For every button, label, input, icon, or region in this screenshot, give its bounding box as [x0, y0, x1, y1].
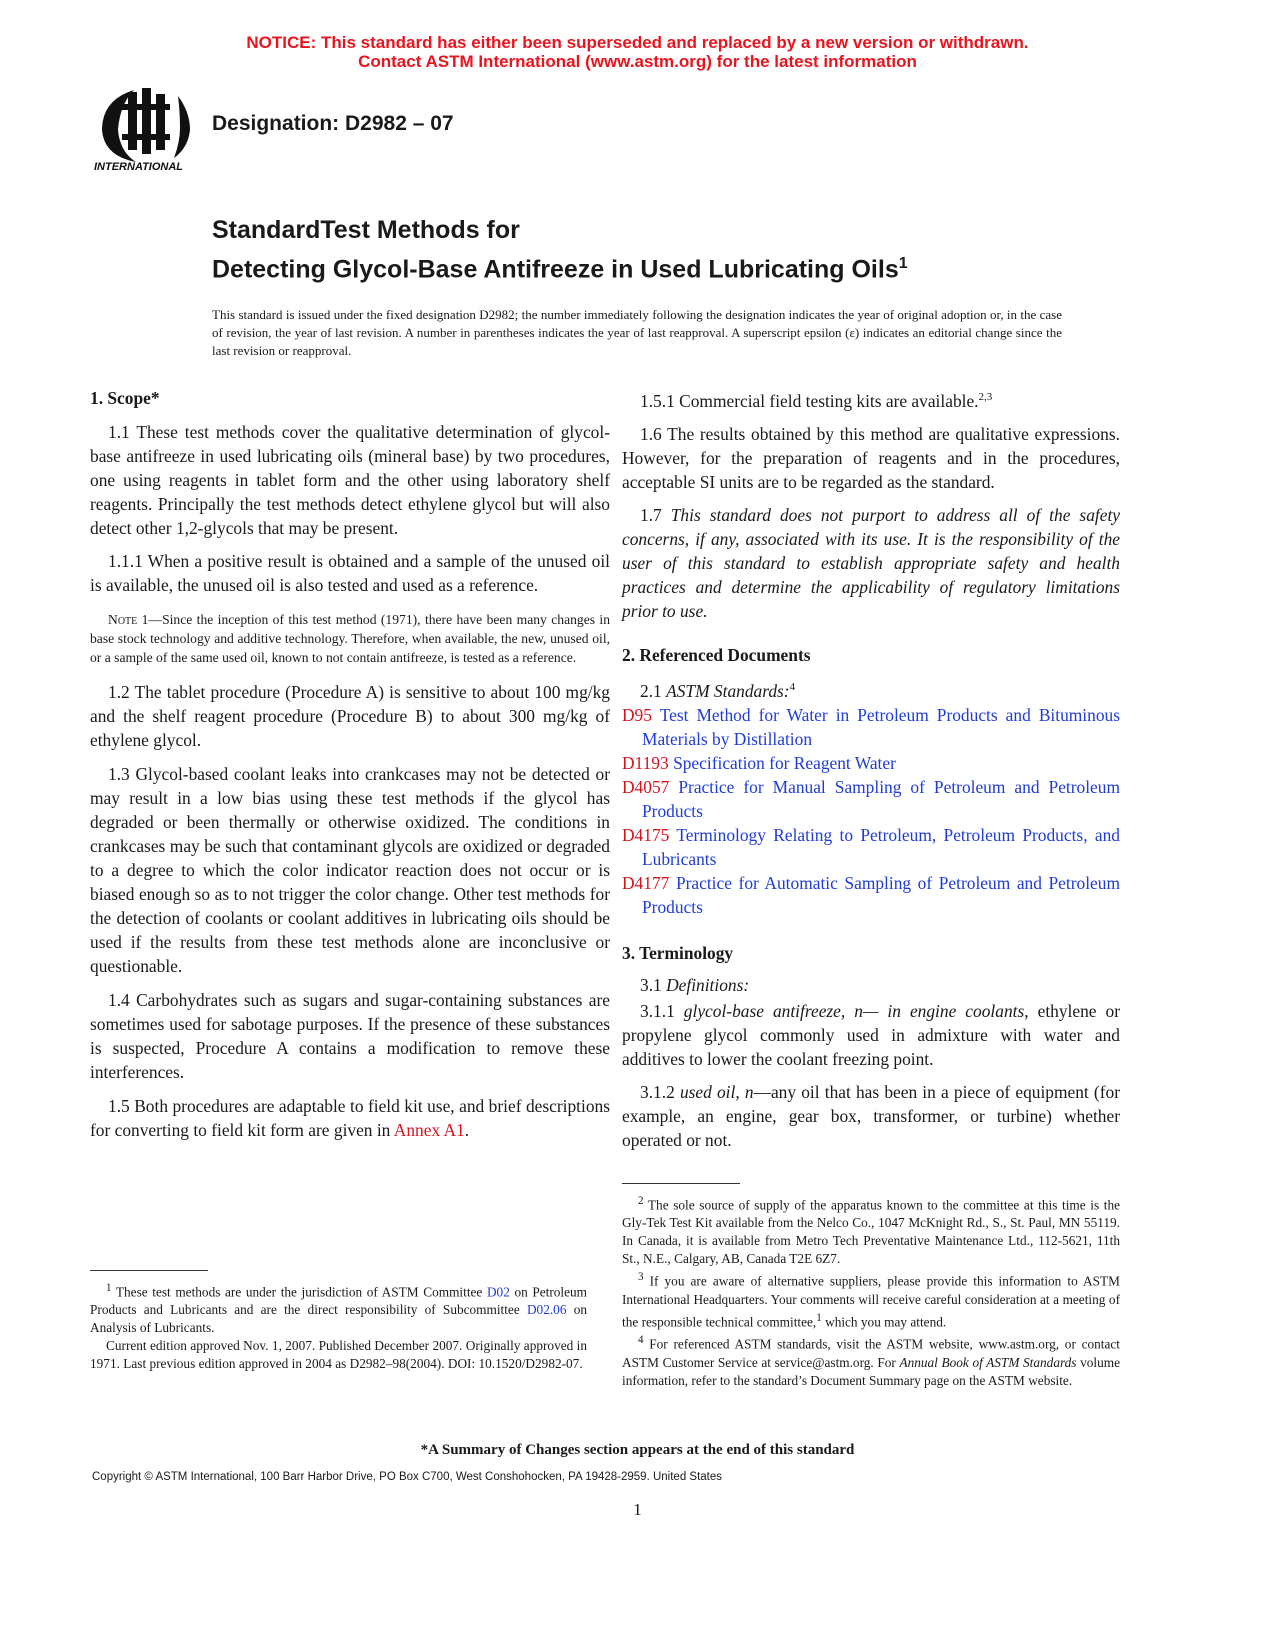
preamble: This standard is issued under the fixed designation D2982; the number immediately following the designation indicates the year of original adoption or, in the case of revision, the year of last revision. A number in parentheses indicates the year of last reapproval. A superscript epsilon (ε) indicates an editorial change since the last revision or reapproval.: [212, 307, 1062, 358]
note-label: Note 1: [108, 612, 149, 627]
para-1-2: 1.2 The tablet procedure (Procedure A) is sensitive to about 100 mg/kg and the shelf reagent procedure (Procedure B) to about 300 mg/kg of ethylene glycol.: [90, 682, 610, 750]
para-1-1: 1.1 These test methods cover the qualitative determination of glycol-base antifreeze in used lubricating oils (mineral base) by two procedures, one using reagents in tablet form and the other using laboratory shelf reagents. Principally the test methods detect ethylene glycol but will also detect other 1,2-glycols that may be present.: [90, 422, 610, 538]
footnote-4-text-a: For referenced ASTM standards, visit the ASTM website, www.astm.org, or contact ASTM Customer Service at service@astm.org. For: [622, 1336, 1120, 1370]
footnote-1-mark: 1: [106, 1282, 112, 1294]
right-column: [622, 385, 1120, 1152]
d02-link[interactable]: D02: [486, 1284, 510, 1300]
para-1-5: [90, 1094, 610, 1142]
footnote-4-mark: 4: [638, 1334, 644, 1347]
para-3-1-1-text: , ethylene or propylene glycol commonly used in admixture with water and additives to lower the coolant freezing point.: [622, 1000, 1121, 1069]
footnote-4-book-title: Annual Book of ASTM Standards: [899, 1354, 1077, 1370]
astm-logo-icon: [92, 82, 202, 174]
title-footnote-mark: 1: [898, 255, 908, 272]
ref-code[interactable]: D4057: [622, 776, 670, 797]
para-3-1-2-num: 3.1.2: [640, 1081, 680, 1102]
withdrawal-notice: [0, 33, 1275, 71]
para-1-5-1: [622, 385, 1120, 413]
title-line-2: Detecting Glycol-Base Antifreeze in Used Lubricating Oils: [212, 255, 899, 284]
para-3-1-1-term: glycol-base antifreeze, n— in engine coolants: [683, 1000, 1025, 1021]
ref-d4057[interactable]: [622, 775, 1120, 823]
note-text: —Since the inception of this test method (1971), there have been many changes in base stock technology and additive technology. Therefore, when available, the new, unused oil, or a sample of the same used oil, known to not contain antifreeze, is tested as a reference.: [90, 612, 611, 665]
para-1-5-text: 1.5 Both procedures are adaptable to field kit use, and brief descriptions for converting to field kit form are given in: [90, 1096, 610, 1140]
para-3-1-2-term: used oil, n: [679, 1081, 754, 1102]
para-1-3: 1.3 Glycol-based coolant leaks into crankcases may not be detected or may result in a low bias using these test methods if the glycol has degraded or been thermally or otherwise oxidized. The conditions in crankcases may be such that contaminant glycols are oxidized or degraded to a degree to which the color indicator reaction does not occur or is biased enough so as to not trigger the color change. Other test methods for the detection of coolants or coolant additives in lubricating oils should be used if the results from these test methods alone are inconclusive or questionable.: [90, 764, 610, 976]
para-1-7: [622, 503, 1120, 623]
para-2-1-sup: 4: [789, 680, 796, 693]
footnote-rule: [90, 1270, 208, 1271]
para-2-1-text: ASTM Standards:: [666, 680, 790, 701]
designation: Designation: D2982 – 07: [212, 112, 454, 135]
summary-of-changes-note: *A Summary of Changes section appears at the end of this standard: [420, 1442, 855, 1458]
title-line-1: StandardTest Methods for: [212, 216, 520, 244]
left-footnotes: [90, 1270, 587, 1373]
footnote-3-text-b: which you may attend.: [821, 1314, 947, 1330]
footnote-1-edition: Current edition approved Nov. 1, 2007. Published December 2007. Originally approved in 1971. Last previous edition approved in 2004 as D2982–98(2004). DOI: 10.1520/D2982-07.: [90, 1338, 587, 1372]
para-3-1-1: [622, 999, 1120, 1071]
footnote-1-text-c: on Analysis of Lubricants.: [90, 1302, 587, 1336]
annex-a1-link[interactable]: Annex A1: [393, 1120, 465, 1140]
para-3-1-text: Definitions:: [666, 974, 750, 995]
para-1-5-1-text: 1.5.1 Commercial field testing kits are available.: [640, 390, 979, 411]
para-1-7-text: This standard does not purport to address all of the safety concerns, if any, associated with its use. It is the responsibility of the user of this standard to establish appropriate safety and health practices and determine the applicability of regulatory limitations prior to use.: [622, 504, 1121, 621]
ref-d95[interactable]: [622, 703, 1120, 751]
document-title: [212, 214, 908, 286]
ref-d4177[interactable]: [622, 871, 1120, 919]
copyright: Copyright © ASTM International, 100 Barr Harbor Drive, PO Box C700, West Conshohocken, PA 19428-2959. United States: [92, 1471, 723, 1483]
notice-line-2: Contact ASTM International (www.astm.org) for the latest information: [358, 52, 917, 71]
section-heading-scope: 1. Scope*: [90, 388, 160, 408]
d02-06-link[interactable]: D02.06: [526, 1302, 567, 1318]
footnote-3: [622, 1268, 1120, 1331]
footnote-2: [622, 1192, 1120, 1268]
footnote-2-text: The sole source of supply of the apparatus known to the committee at this time is the Gly-Tek Test Kit available from the Nelco Co., 1047 McKnight Rd., S., St. Paul, MN 55119. In Canada, it is available from Metro Tech Preventative Maintenance Ltd., 112-5621, 11th St., N.E., Calgary, AB, Canada T2E 6Z7.: [622, 1197, 1120, 1267]
ref-code[interactable]: D4175: [622, 824, 670, 845]
ref-code[interactable]: D4177: [622, 872, 670, 893]
para-1-5-1-sup: 2,3: [978, 391, 993, 403]
para-2-1: [622, 675, 1120, 703]
note-1: [90, 610, 610, 667]
para-3-1-num: 3.1: [640, 974, 667, 995]
ref-d4175[interactable]: [622, 823, 1120, 871]
logo-wordmark: INTERNATIONAL: [94, 161, 184, 173]
para-3-1-1-num: 3.1.1: [640, 1000, 684, 1021]
footnote-3-text-a: If you are aware of alternative suppliers, please provide this information to ASTM International Headquarters. Your comments will receive careful consideration at a meeting of the responsible technical committee,: [622, 1273, 1120, 1330]
ref-title[interactable]: Specification for Reagent Water: [673, 752, 896, 773]
footnote-rule: [622, 1183, 740, 1184]
referenced-standards-list: [622, 703, 1120, 919]
section-heading-referenced-documents: 2. Referenced Documents: [622, 644, 811, 665]
footnote-3-mark: 3: [638, 1271, 644, 1284]
footnote-3-sup: 1: [816, 1311, 822, 1324]
para-1-4: 1.4 Carbohydrates such as sugars and sugar-containing substances are sometimes used for sabotage purposes. If the presence of these substances is suspected, Procedure A contains a modification to remove these interferences.: [90, 990, 610, 1082]
ref-code[interactable]: D95: [622, 704, 652, 725]
para-3-1-2-text: —any oil that has been in a piece of equipment (for example, an engine, gear box, transformer, or turbine) whether operated or not.: [622, 1081, 1120, 1150]
left-column: [90, 386, 610, 1142]
para-3-1: [622, 973, 1120, 997]
footnote-1-text-b: on Petroleum Products and Lubricants and are the direct responsibility of Subcommittee: [90, 1284, 588, 1318]
footnote-4-text-b: volume information, refer to the standard’s Document Summary page on the ASTM website.: [622, 1354, 1120, 1388]
para-1-6: 1.6 The results obtained by this method are qualitative expressions. However, for the preparation of reagents and in the procedures, acceptable SI units are to be regarded as the standard.: [622, 423, 1120, 492]
ref-code[interactable]: D1193: [622, 752, 669, 773]
para-2-1-num: 2.1: [640, 680, 667, 701]
footnote-1: [90, 1279, 587, 1337]
para-1-5-end: .: [464, 1120, 470, 1140]
ref-title[interactable]: Test Method for Water in Petroleum Products and Bituminous Materials by Distillation: [642, 704, 1120, 749]
ref-title[interactable]: Practice for Automatic Sampling of Petroleum and Petroleum Products: [642, 872, 1120, 917]
footnote-1-text-a: These test methods are under the jurisdiction of ASTM Committee: [111, 1284, 487, 1300]
para-3-1-2: [622, 1080, 1120, 1152]
notice-line-1: NOTICE: This standard has either been superseded and replaced by a new version or withdrawn.: [246, 33, 1029, 52]
footnote-2-mark: 2: [638, 1195, 644, 1207]
para-1-1-1: 1.1.1 When a positive result is obtained and a sample of the unused oil is available, the unused oil is also tested and used as a reference.: [90, 551, 610, 595]
para-1-7-num: 1.7: [640, 504, 671, 525]
footnote-4: [622, 1331, 1120, 1389]
ref-title[interactable]: Practice for Manual Sampling of Petroleum and Petroleum Products: [642, 776, 1121, 821]
section-heading-terminology: 3. Terminology: [622, 942, 734, 963]
page-number: 1: [633, 1500, 642, 1519]
ref-d1193[interactable]: [622, 751, 1120, 775]
right-footnotes: [622, 1183, 1120, 1390]
ref-title[interactable]: Terminology Relating to Petroleum, Petroleum Products, and Lubricants: [642, 824, 1120, 869]
